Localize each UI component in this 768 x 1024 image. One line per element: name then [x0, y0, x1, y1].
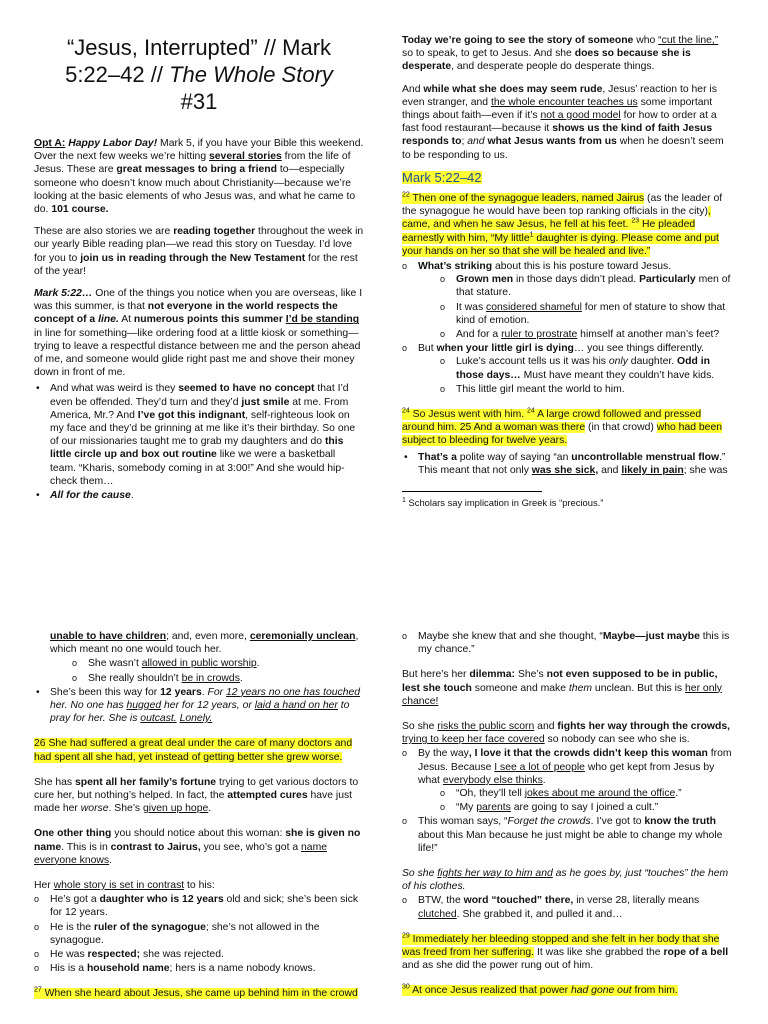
- list-item: o “My parents are going to say I joined a cult.”: [440, 801, 732, 814]
- overseas-bullets: [34, 382, 364, 502]
- risks-paragraph: So she risks the public scorn and fights her way through the crowds, trying to keep her face covered so nobody can see who she is.: [402, 721, 731, 746]
- column-top-left: [34, 34, 364, 510]
- menstrual-bullet: [402, 451, 732, 477]
- contrast-list: [34, 893, 364, 975]
- jairus-list: [402, 260, 732, 396]
- list-item: o It was considered shameful for men of stature to show that kind of emotion.: [440, 301, 732, 327]
- list-item: o She really shouldn’t be in crowds.: [72, 672, 364, 685]
- verse-26: 26 She had suffered a great deal under the care of many doctors and had spent all she had, yet instead of getting better she grew worse.: [34, 738, 353, 763]
- hem-paragraph: So she fights her way to him and as he goes by, just “touches” the hem of his clothes.: [402, 868, 729, 893]
- column-bottom-left: [34, 630, 364, 1001]
- verse-30: $^{30}$ At once Jesus realized that power had gone out from him.: [402, 984, 678, 997]
- list-item: o This little girl meant the world to him.: [440, 383, 732, 396]
- column-top-right: [402, 34, 732, 509]
- list-item: o This woman says, “Forget the crowds. I’ve got to know the truth about this Man because he just might be able to change my whole life!”: [402, 815, 732, 855]
- maybe-list: [402, 630, 732, 656]
- unclean-sublist: [34, 657, 364, 684]
- list-item: o “Oh, they’ll tell jokes about me around the office.”: [440, 787, 732, 800]
- list-item: o BTW, the word “touched” there, in verse 28, literally means clutched. She grabbed it, and pulled it and…: [402, 894, 732, 920]
- contrast-intro: Her whole story is set in contrast to his:: [34, 880, 215, 892]
- page-title: “Jesus, Interrupted” // Mark 5:22–42 // The Whole Story #31: [65, 35, 333, 114]
- verse-22-23: $^{22}$ Then one of the synagogue leaders, named Jairus (as the leader of the synagogue he would have been top ranking officials in the city), came, and when he saw Jesus, he fell at his feet. $^{23}$ He pleaded earnestly with him, “My little$^1$ daughter is dying. Please come and put your hands on her so that she will be healed and live.”: [402, 191, 723, 257]
- list-item: o He was respected; she was rejected.: [34, 948, 364, 961]
- list-item: o By the way, I love it that the crowds didn’t keep this woman from Jesus. Because I see a lot of people who get kept from Jesus by what everybody else thinks. o “Oh, they’ll tell jokes about me around the office.” o “My parents are going to say I joined a cult.”: [402, 747, 732, 814]
- overseas-paragraph: Mark 5:22… One of the things you notice when you are overseas, like I was this summer, is that not everyone in the world respects the concept of a line. At numerous points this summer I’d be standing in line for something—like ordering food at a little kiosk or something—trying to leave a respectful distance between me and the person ahead of me, and someone would glide right past me and shove their money down in front of me.: [34, 288, 363, 379]
- twelve-years-bullet: [34, 686, 364, 726]
- verse-27: $^{27}$ When she heard about Jesus, she came up behind him in the crowd: [34, 987, 358, 1000]
- list-item: o What’s striking about this is his posture toward Jesus. o Grown men in those days didn’t plead. Particularly men of that stature. o It was considered shameful for men of stature to show that kind of emotion. o And for a ruler to prostrate himself at another man’s feet?: [402, 260, 732, 341]
- touched-list: [402, 894, 732, 920]
- rude-paragraph: And while what she does may seem rude, Jesus’ reaction to her is even stranger, and the whole encounter teaches us some important things about faith—even if it’s not a good model for how to order at a fast food restaurant—because it shows us the kind of faith Jesus responds to; and what Jesus wants from us when he doesn’t seem to be responding to us.: [402, 83, 724, 161]
- fortune-paragraph: She has spent all her family’s fortune trying to get various doctors to cure her, but nothing’s helped. In fact, the attempted cures have just made her worse. She’s given up hope.: [34, 776, 359, 815]
- intro-paragraph: Opt A: Happy Labor Day! Mark 5, if you have your Bible this weekend. Over the next few weeks we’re hitting several stories from the life of Jesus. These are great messages to bring a friend to—especially someone who doesn’t know much about Christianity—because we’re looking at the basic elements of who Jesus was, and what he came to do. 101 course.: [34, 138, 364, 216]
- reading-paragraph: These are also stories we are reading together throughout the week in our yearly Bible reading plan—we read this story on Tuesday. I’d love for you to join us in reading through the New Testament for the rest of the year!: [34, 226, 364, 277]
- today-paragraph: Today we’re going to see the story of someone who “cut the line,” so to speak, to get to Jesus. And she does so because she is desperate, and desperate people do desperate things.: [402, 35, 719, 73]
- list-item: o She wasn’t allowed in public worship.: [72, 657, 364, 670]
- list-item: • And what was weird is they seemed to have no concept that I’d even be offended. They’d turn and they’d just smile at me. From America, Mr.? And I’ve got this indignant, self-righteous look on my face and they’d be grinning at me like it’s their birthday. So one of our missionaries taught me to grab my daughters and do this little circle up and box out routine like we were a basketball team. “Kharis, somebody coming in at 3:00!” And she would hip-check them…: [34, 382, 364, 488]
- verse-24-25: $^{24}$ So Jesus went with him. $^{24}$ A large crowd followed and pressed around him. 25 And a woman was there (in that crowd) who had been subject to bleeding for twelve years.: [402, 407, 723, 447]
- list-item: o Maybe she knew that and she thought, “Maybe—just maybe this is my chance.”: [402, 630, 732, 656]
- list-item: o His is a household name; hers is a name nobody knows.: [34, 962, 364, 975]
- footnote: $^1$ Scholars say implication in Greek is “precious.”: [402, 496, 604, 509]
- list-item: • That’s a polite way of saying “an uncontrollable menstrual flow.” This meant that not only was she sick, and likely in pain; she was: [402, 451, 732, 477]
- verse-29: $^{29}$ Immediately her bleeding stopped and she felt in her body that she was freed from her suffering. It was like she grabbed the rope of a bell and as she did the power rung out of him.: [402, 932, 729, 972]
- list-item: o And for a ruler to prostrate himself at another man’s feet?: [440, 328, 732, 341]
- continuation-text: unable to have children; and, even more, ceremonially unclean, which meant no one would touch her.: [50, 631, 359, 656]
- list-item: o He is the ruler of the synagogue; she’s not allowed in the synagogue.: [34, 921, 364, 947]
- list-item: o He’s got a daughter who is 12 years old and sick; she’s been sick for 12 years.: [34, 893, 364, 919]
- scripture-heading: Mark 5:22–42: [402, 169, 482, 185]
- list-item: o But when your little girl is dying… you see things differently. o Luke’s account tells us it was his only daughter. Odd in those days… Must have meant they couldn’t have kids. o This little girl meant the world to him.: [402, 342, 732, 396]
- list-item: • She’s been this way for 12 years. For 12 years no one has touched her. No one has hugged her for 12 years, or laid a hand on her to pray for her. She is outcast. Lonely.: [34, 686, 364, 726]
- footnote-divider: [402, 491, 542, 492]
- list-item: o Grown men in those days didn’t plead. Particularly men of that stature.: [440, 273, 732, 299]
- crowds-list: [402, 747, 732, 855]
- list-item: • All for the cause.: [34, 489, 364, 502]
- no-name-paragraph: One other thing you should notice about this woman: she is given no name. This is in contrast to Jairus, you see, who’s got a name everyone knows.: [34, 828, 361, 866]
- list-item: o Luke’s account tells us it was his only daughter. Odd in those days… Must have meant they couldn’t have kids.: [440, 355, 732, 381]
- dilemma-paragraph: But here’s her dilemma: She’s not even supposed to be in public, lest she touch someone and make them unclean. But this is her only chance!: [402, 669, 722, 707]
- column-bottom-right: [402, 630, 732, 998]
